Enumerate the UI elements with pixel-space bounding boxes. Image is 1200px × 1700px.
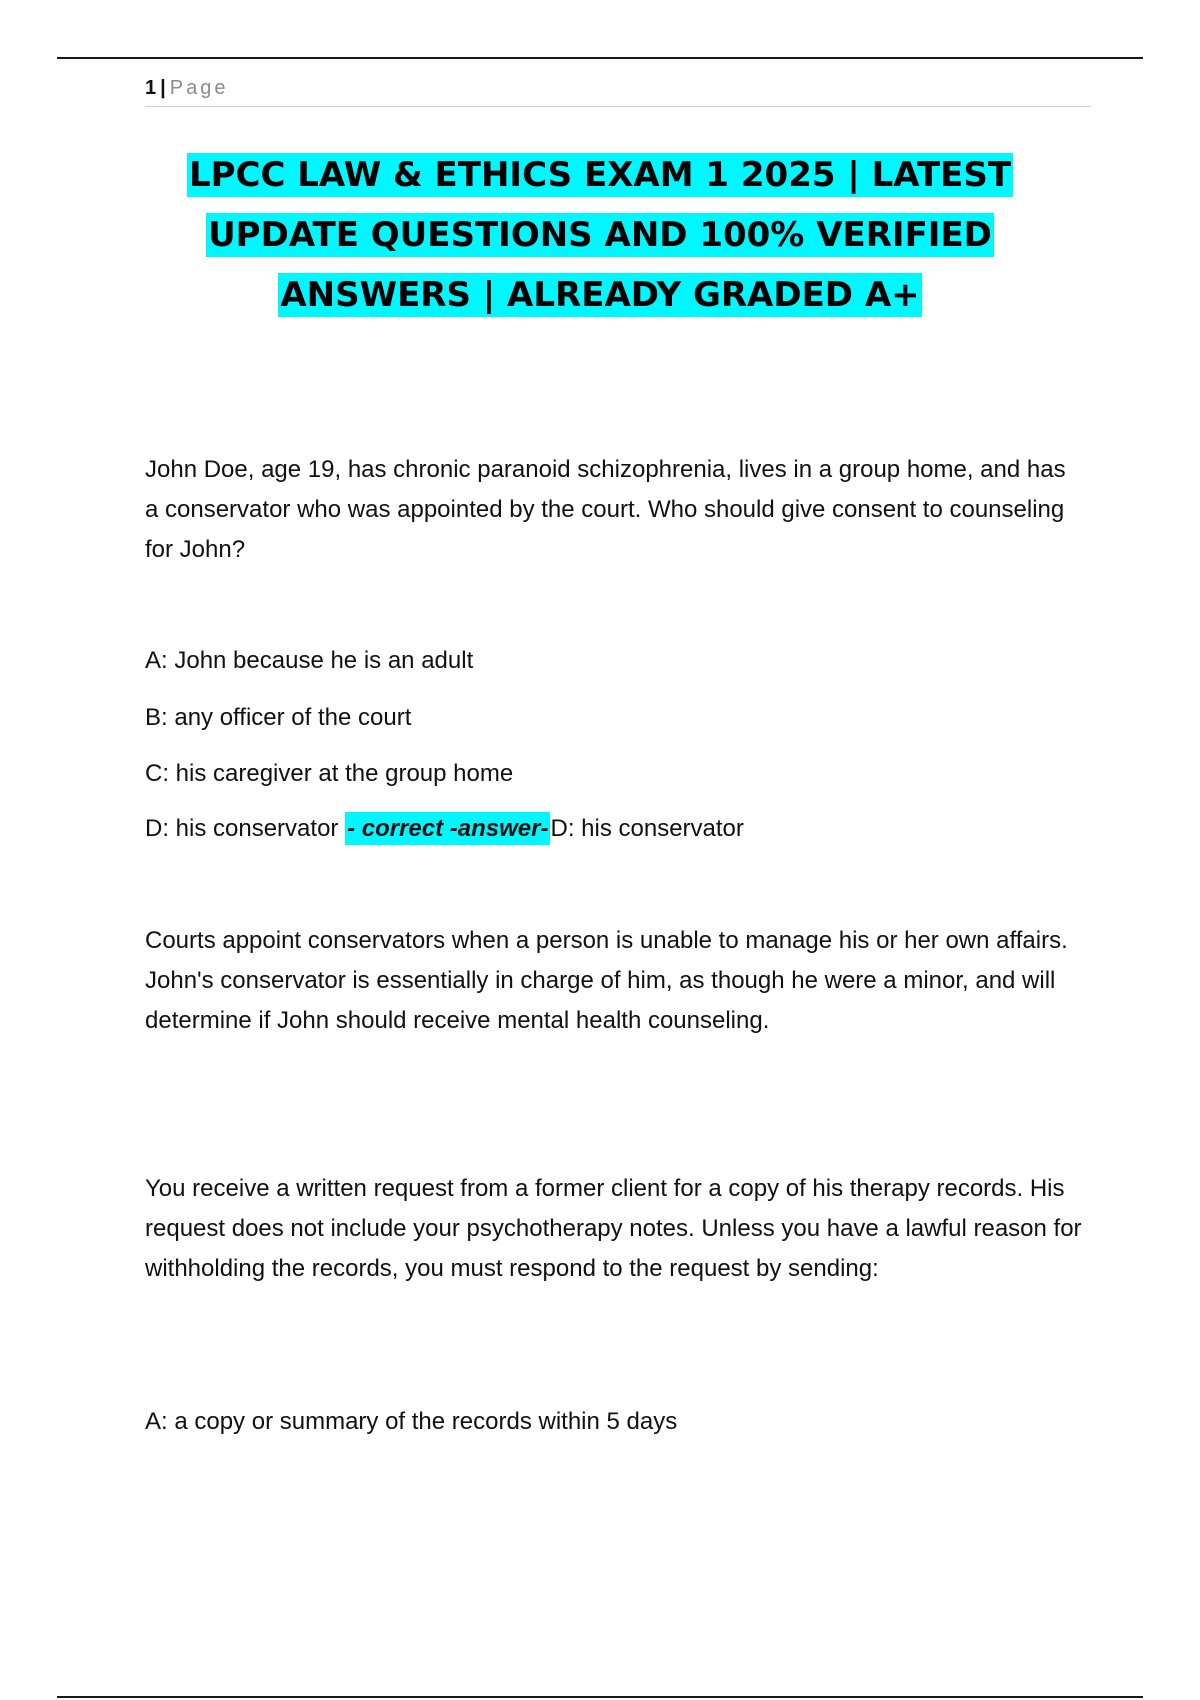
question-1-option-a: A: John because he is an adult: [145, 647, 474, 674]
question-1-option-d: D: his conservator: [145, 815, 346, 842]
top-rule: [57, 57, 1143, 59]
title-line-3: ANSWERS | ALREADY GRADED A+: [280, 275, 920, 315]
correct-answer-marker: - correct -answer-: [345, 812, 550, 845]
question-2-stem: You receive a written request from a former client for a copy of his therapy records. His request does not include your psychotherapy notes. Unless you have a lawful reason for withholding the records, you must respond to the request by sending:: [145, 1175, 1082, 1282]
page-separator: |: [160, 77, 166, 99]
question-1-option-b: B: any officer of the court: [145, 704, 412, 731]
question-1-option-c: C: his caregiver at the group home: [145, 760, 514, 787]
page-label: Page: [169, 77, 229, 99]
question-1-stem: John Doe, age 19, has chronic paranoid schizophrenia, lives in a group home, and has a conservator who was appointed by the court. Who should give consent to counseling for John?: [145, 456, 1066, 563]
question-1-option-d-line: [145, 813, 744, 845]
document-title: [100, 145, 1100, 325]
title-line-2: UPDATE QUESTIONS AND 100% VERIFIED: [208, 215, 992, 255]
question-1-explanation: Courts appoint conservators when a person is unable to manage his or her own affairs. John's conservator is essentially in charge of him, as though he were a minor, and will determine if John should receive mental health counseling.: [145, 927, 1068, 1034]
title-line-1: LPCC LAW & ETHICS EXAM 1 2025 | LATEST: [188, 155, 1012, 195]
page-header: [145, 74, 1091, 107]
question-2-option-a: A: a copy or summary of the records within 5 days: [145, 1408, 678, 1435]
page-number: 1: [145, 77, 157, 99]
question-1-correct-answer: D: his conservator: [550, 815, 744, 842]
bottom-rule: [57, 1696, 1143, 1698]
